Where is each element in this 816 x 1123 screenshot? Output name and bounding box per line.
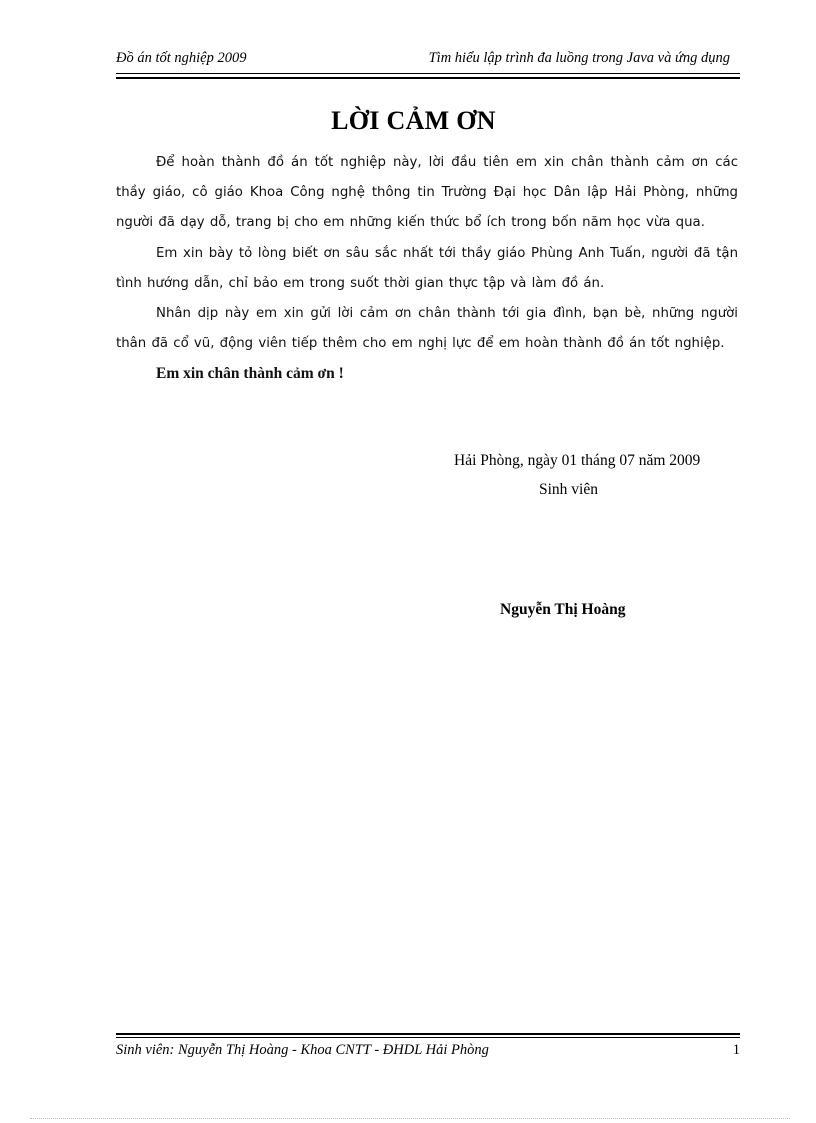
page-footer — [116, 1042, 740, 1062]
page-header — [116, 50, 740, 70]
page-title: LỜI CẢM ƠN — [331, 106, 496, 135]
paragraph-2: Em xin bày tỏ lòng biết ơn sâu sắc nhất tới thầy giáo Phùng Anh Tuấn, người đã tận tình hướng dẫn, chỉ bảo em trong suốt thời gian thực tập và làm đồ án. — [116, 245, 738, 291]
footer-rule-thin — [116, 1037, 740, 1038]
signature-role: Sinh viên — [539, 481, 598, 498]
header-rule-thin — [116, 73, 740, 74]
signature-date: Hải Phòng, ngày 01 tháng 07 năm 2009 — [454, 452, 701, 469]
header-left-text: Đồ án tốt nghiệp 2009 — [116, 50, 247, 66]
footer-rule-thick — [116, 1033, 740, 1035]
footer-left-text: Sinh viên: Nguyễn Thị Hoàng - Khoa CNTT - ĐHDL Hải Phòng — [116, 1042, 489, 1058]
paragraph-3: Nhân dịp này em xin gửi lời cảm ơn chân thành tới gia đình, bạn bè, những người thân đã cổ vũ, động viên tiếp thêm cho em nghị lực để em hoàn thành đồ án tốt nghiệp. — [116, 306, 738, 352]
header-rule-thick — [116, 77, 740, 79]
header-right-text: Tìm hiểu lập trình đa luồng trong Java và ứng dụng — [428, 50, 730, 66]
paragraph-1: Để hoàn thành đồ án tốt nghiệp này, lời đầu tiên em xin chân thành cảm ơn các thầy giáo, cô giáo Khoa Công nghệ thông tin Trường Đại học Dân lập Hải Phòng, những người đã dạy dỗ, trang bị cho em những kiến thức bổ ích trong bốn năm học vừa qua. — [116, 155, 738, 231]
signature-name: Nguyễn Thị Hoàng — [500, 601, 626, 618]
acknowledgement-body — [116, 148, 738, 390]
closing-line: Em xin chân thành cảm ơn ! — [156, 365, 344, 383]
page-bottom-edge — [30, 1118, 790, 1119]
page-number: 1 — [732, 1042, 740, 1058]
